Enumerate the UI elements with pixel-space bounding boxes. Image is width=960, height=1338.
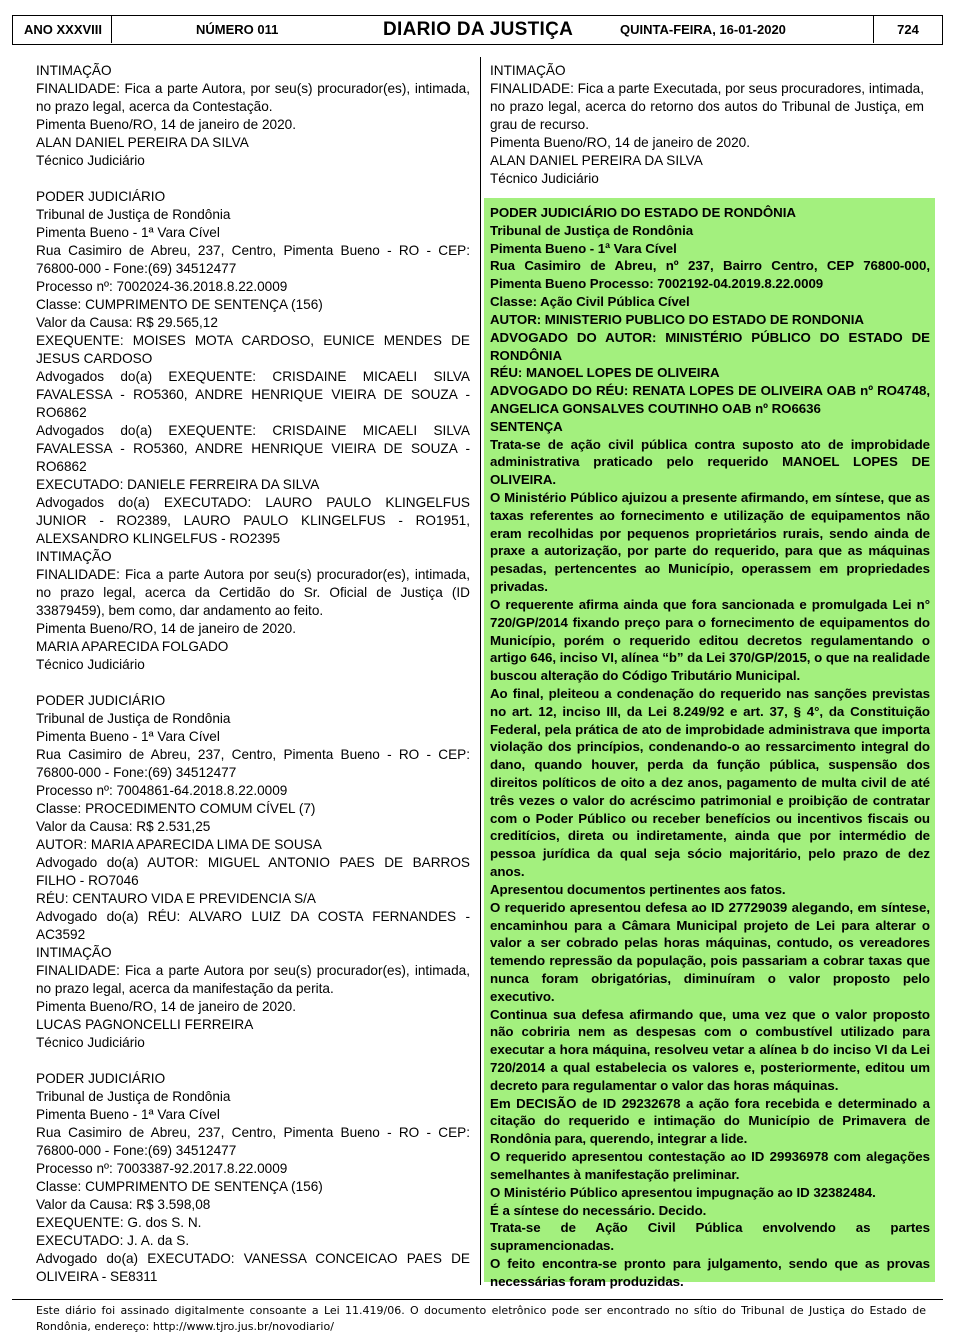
left-column: [36, 62, 470, 1304]
notice-block: [36, 62, 470, 170]
sentence-line: Classe: Ação Civil Pública Cível: [490, 294, 690, 310]
notice-line: RÉU: CENTAURO VIDA E PREVIDENCIA S/A: [36, 891, 316, 906]
notice-line: Classe: PROCEDIMENTO COMUM CÍVEL (7): [36, 801, 316, 816]
notice-line: PODER JUDICIÁRIO: [36, 693, 166, 708]
sentence-line: PODER JUDICIÁRIO DO ESTADO DE RONDÔNIA: [490, 205, 796, 220]
notice-line: EXECUTADO: DANIELE FERREIRA DA SILVA: [36, 477, 320, 492]
notice-line: Tribunal de Justiça de Rondônia: [36, 1089, 231, 1104]
notice-line: Valor da Causa: R$ 2.531,25: [36, 819, 211, 834]
sentence-line: O Ministério Público ajuizou a presente afirmando, em síntese, que as taxas referentes ao fornecimento e utilização de equipamentos não eram recolhidas por pequenos proprietários rurais, sendo ainda de praxe a autorização, por parte do requerido, para que as máquinas pesadas, pertencentes ao Município, operassem em propriedades privadas.: [490, 490, 930, 595]
sentence-line: RÉU: MANOEL LOPES DE OLIVEIRA: [490, 365, 720, 381]
notice-line: INTIMAÇÃO: [36, 945, 112, 960]
notice-line: Pimenta Bueno/RO, 14 de janeiro de 2020.: [36, 117, 296, 132]
notice-line: Pimenta Bueno - 1ª Vara Cível: [36, 225, 220, 240]
notice-line: ALAN DANIEL PEREIRA DA SILVA: [490, 153, 703, 168]
notice-line: Tribunal de Justiça de Rondônia: [36, 711, 231, 726]
notice-line: INTIMAÇÃO: [36, 63, 112, 78]
notice-block: [36, 188, 470, 674]
highlighted-sentence-text: [490, 204, 930, 1291]
notice-line: Tribunal de Justiça de Rondônia: [36, 207, 231, 222]
issue-date: QUINTA-FEIRA, 16-01-2020: [620, 22, 786, 37]
notice-line: EXECUTADO: J. A. da S.: [36, 1233, 190, 1248]
notice-line: Processo nº: 7004861-64.2018.8.22.0009: [36, 783, 288, 798]
sentence-line: Ao final, pleiteou a condenação do requerido nas sanções previstas no art. 12, inciso III, da Lei 8.249/92 e art. 37, § 4°, da Constituição Federal, pela prática de ato de improbidade administrava que importa violação dos princípios, condenando-o ao ressarcimento integral do dano, quando houver, perda da função pública, suspensão dos direitos políticos de oito a dez anos, pagamento de multa civil de até três vezes o valor do acréscimo patrimonial e proibição de contratar com o Poder Público ou receber benefícios ou incentivos fiscais ou creditícios, direta ou indiretamente, ainda que por intermédio de pessoa jurídica da qual seja sócio majoritário, pelo prazo de dez anos.: [490, 685, 930, 880]
sentence-line: O requerido apresentou defesa ao ID 27729039 alegando, em síntese, encaminhou para a Câmara Municipal projeto de Lei para alterar o valor a ser cobrado pelas horas máquinas, contudo, os vereadores temendo repressão da população, pois passariam a cobrar taxas que nunca foram obrigatórias, diminuíram o valor proposto pelo executivo.: [490, 899, 930, 1004]
page-number: 724: [873, 16, 942, 43]
notice-line: Processo nº: 7003387-92.2017.8.22.0009: [36, 1161, 288, 1176]
notice-line: Rua Casimiro de Abreu, 237, Centro, Pimenta Bueno - RO - CEP: 76800-000 - Fone:(69) 34512477: [36, 1125, 470, 1158]
sentence-line: ADVOGADO DO RÉU: RENATA LOPES DE OLIVEIRA OAB nº RO4748, ANGELICA GONSALVES COUTINHO OAB nº RO6636: [490, 383, 930, 416]
notice-line: MARIA APARECIDA FOLGADO: [36, 639, 229, 654]
notice-line: FINALIDADE: Fica a parte Autora por seu(s) procurador(es), intimada, no prazo legal, acerca da manifestação da perita.: [36, 963, 470, 996]
notice-line: ALAN DANIEL PEREIRA DA SILVA: [36, 135, 249, 150]
notice-line: Advogado do(a) EXECUTADO: VANESSA CONCEICAO PAES DE OLIVEIRA - SE8311: [36, 1251, 470, 1284]
notice-line: FINALIDADE: Fica a parte Autora por seu(s) procurador(es), intimada, no prazo legal, acerca da Certidão do Sr. Oficial de Justiça (ID 33879459), bem como, dar andamento ao feito.: [36, 567, 470, 618]
notice-line: Valor da Causa: R$ 29.565,12: [36, 315, 218, 330]
sentence-line: O feito encontra-se pronto para julgamento, sendo que as provas necessárias foram produzidas.: [490, 1255, 930, 1289]
notice-line: Advogados do(a) EXECUTADO: LAURO PAULO KLINGELFUS JUNIOR - RO2389, LAURO PAULO KLINGELFUS - RO1951, ALEXSANDRO KLINGELFUS - RO2395: [36, 495, 470, 546]
sentence-line: Trata-se de ação civil pública contra suposto ato de improbidade administrativa praticado pelo requerido MANOEL LOPES DE OLIVEIRA.: [490, 436, 930, 488]
journal-title: DIARIO DA JUSTIÇA: [383, 19, 574, 40]
sentence-line: Tribunal de Justiça de Rondônia: [490, 222, 694, 238]
page-header: [12, 15, 943, 45]
notice-line: Rua Casimiro de Abreu, 237, Centro, Pimenta Bueno - RO - CEP: 76800-000 - Fone:(69) 34512477: [36, 243, 470, 276]
sentence-line: Apresentou documentos pertinentes aos fatos.: [490, 881, 786, 897]
notice-line: Pimenta Bueno/RO, 14 de janeiro de 2020.: [36, 621, 296, 636]
footer-rule: [12, 1299, 943, 1300]
notice-line: Advogados do(a) EXEQUENTE: CRISDAINE MICAELI SILVA FAVALESSA - RO5360, ANDRE HENRIQUE VIEIRA DE SOUZA - RO6862: [36, 423, 470, 474]
notice-line: PODER JUDICIÁRIO: [36, 189, 166, 204]
notice-line: INTIMAÇÃO: [36, 549, 112, 564]
notice-line: INTIMAÇÃO: [490, 63, 566, 78]
notice-line: LUCAS PAGNONCELLI FERREIRA: [36, 1017, 254, 1032]
notice-line: Advogado do(a) AUTOR: MIGUEL ANTONIO PAES DE BARROS FILHO - RO7046: [36, 855, 470, 888]
notice-line: Valor da Causa: R$ 3.598,08: [36, 1197, 211, 1212]
notice-line: FINALIDADE: Fica a parte Executada, por seus procuradores, intimada, no prazo legal, acerca do retorno dos autos do Tribunal de Justiça, em grau de recurso.: [490, 81, 924, 132]
notice-line: Advogado do(a) RÉU: ALVARO LUIZ DA COSTA FERNANDES - AC3592: [36, 909, 470, 942]
notice-line: Pimenta Bueno - 1ª Vara Cível: [36, 1107, 220, 1122]
notice-line: Advogados do(a) EXEQUENTE: CRISDAINE MICAELI SILVA FAVALESSA - RO5360, ANDRE HENRIQUE VIEIRA DE SOUZA - RO6862: [36, 369, 470, 420]
column-divider: [480, 57, 481, 1285]
sentence-line: Rua Casimiro de Abreu, nº 237, Bairro Centro, CEP 76800-000, Pimenta Bueno Processo: 7002192-04.2019.8.22.0009: [490, 258, 930, 292]
sentence-line: Pimenta Bueno - 1ª Vara Cível: [490, 240, 677, 256]
notice-line: Técnico Judiciário: [36, 153, 145, 168]
notice-block: [36, 1070, 470, 1286]
notice-line: Processo nº: 7002024-36.2018.8.22.0009: [36, 279, 288, 294]
sentence-line: Trata-se de Ação Civil Pública envolvendo as partes supramencionadas.: [490, 1220, 930, 1254]
sentence-line: ADVOGADO DO AUTOR: MINISTÉRIO PÚBLICO DO ESTADO DE RONDÔNIA: [490, 329, 930, 363]
notice-line: Técnico Judiciário: [490, 171, 599, 186]
notice-line: Técnico Judiciário: [36, 657, 145, 672]
notice-line: Técnico Judiciário: [36, 1035, 145, 1050]
sentence-line: O requerido apresentou contestação ao ID 29936978 com alegações semelhantes à manifestação preliminar.: [490, 1149, 930, 1182]
notice-line: FINALIDADE: Fica a parte Autora, por seu(s) procurador(es), intimada, no prazo legal, acerca da Contestação.: [36, 81, 470, 114]
notice-line: EXEQUENTE: G. dos S. N.: [36, 1215, 202, 1230]
sentence-line: O Ministério Público apresentou impugnação ao ID 32382484.: [490, 1184, 876, 1200]
notice-line: Classe: CUMPRIMENTO DE SENTENÇA (156): [36, 1179, 323, 1194]
issue-year: ANO XXXVIII: [15, 16, 112, 43]
sentence-line: O requerente afirma ainda que fora sancionada e promulgada Lei n° 720/GP/2014 fixando preço para o fornecimento de equipamentos do Município, porém o requerido editou decretos regulamentando o artigo 646, inciso VI, alínea “b” da Lei 370/GP/2015, o que na realidade buscou alteração do Código Tributário Municipal.: [490, 596, 930, 684]
sentence-line: AUTOR: MINISTERIO PUBLICO DO ESTADO DE RONDONIA: [490, 311, 864, 327]
sentence-line: É a síntese do necessário. Decido.: [490, 1202, 707, 1218]
notice-line: Pimenta Bueno/RO, 14 de janeiro de 2020.: [36, 999, 296, 1014]
right-column-notice: [490, 62, 924, 188]
notice-line: Pimenta Bueno/RO, 14 de janeiro de 2020.: [490, 135, 750, 150]
notice-line: Classe: CUMPRIMENTO DE SENTENÇA (156): [36, 297, 323, 312]
sentence-line: Em DECISÃO de ID 29232678 a ação fora recebida e determinado a citação do requerido e intimação do Município de Primavera de Rondônia para, querendo, integrar a lide.: [490, 1095, 930, 1147]
notice-line: EXEQUENTE: MOISES MOTA CARDOSO, EUNICE MENDES DE JESUS CARDOSO: [36, 333, 470, 366]
issue-number: NÚMERO 011: [196, 22, 279, 37]
notice-line: Pimenta Bueno - 1ª Vara Cível: [36, 729, 220, 744]
notice-line: Rua Casimiro de Abreu, 237, Centro, Pimenta Bueno - RO - CEP: 76800-000 - Fone:(69) 34512477: [36, 747, 470, 780]
sentence-line: Continua sua defesa afirmando que, uma vez que o valor proposto não cobriria nem as despesas com o combustível utilizado para executar a hora máquina, resolveu vetar a alínea b do inciso VI da Lei 720/2014 a qual estabelecia os valores e, posteriormente, editou um decreto para regulamentar o valor das horas máquinas.: [490, 1006, 930, 1093]
notice-line: AUTOR: MARIA APARECIDA LIMA DE SOUSA: [36, 837, 322, 852]
notice-line: PODER JUDICIÁRIO: [36, 1071, 166, 1086]
footer-note: Este diário foi assinado digitalmente consoante a Lei 11.419/06. O documento eletrônico pode ser encontrado no sítio do Tribunal de Justiça do Estado de Rondônia, endereço: http://www.tjro.jus.br/novodiario/: [36, 1304, 926, 1333]
notice-block: [36, 692, 470, 1052]
sentence-line: SENTENÇA: [490, 418, 563, 434]
